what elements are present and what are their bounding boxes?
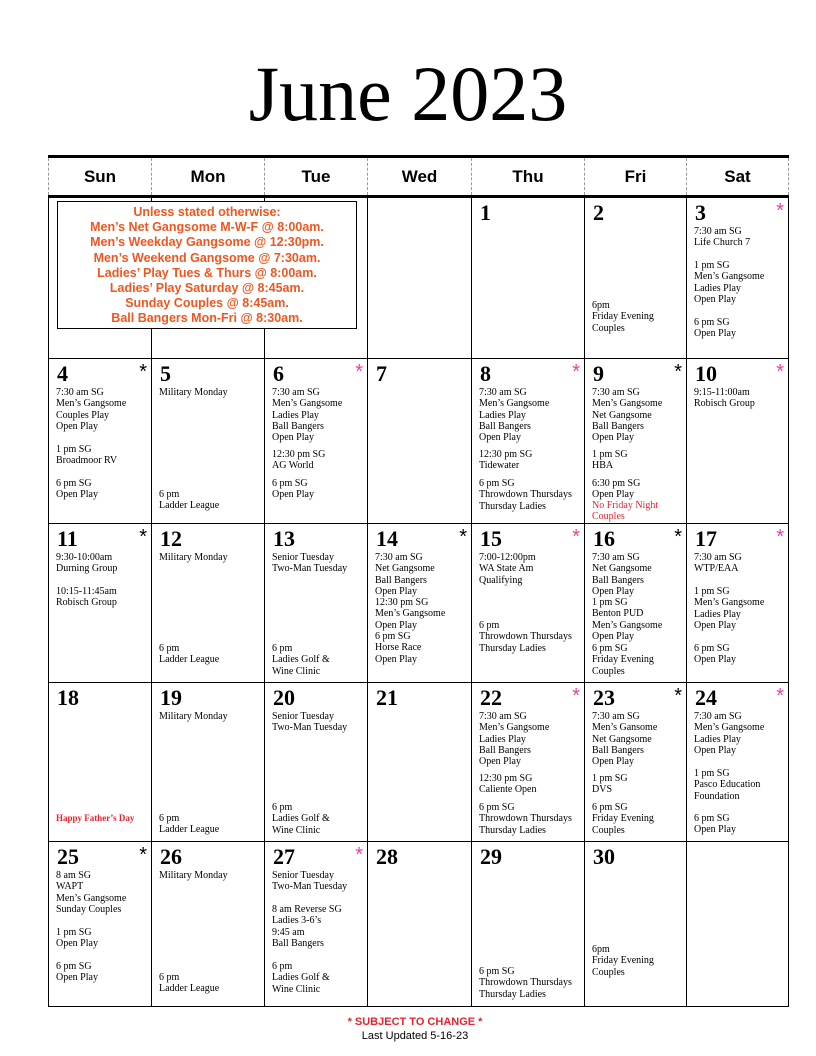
day-cell: [368, 524, 472, 683]
event-text: 7:30 am SG Men’s Gangsome Ladies Play Open Play: [694, 711, 765, 756]
star-marker: *: [572, 526, 580, 548]
day-number: 3: [695, 200, 706, 225]
day-cell: [368, 359, 472, 524]
subject-to-change-notice: * SUBJECT TO CHANGE *: [347, 1016, 483, 1028]
day-number: 15: [480, 526, 502, 551]
day-cell: [265, 683, 368, 842]
day-cell: [152, 842, 265, 1007]
event-text: 6 pm SG Throwdown Thursdays Thursday Ladies: [479, 966, 572, 1000]
day-number: 4: [57, 361, 68, 386]
weekday-fri: Fri: [585, 157, 687, 197]
day-cell: [687, 683, 789, 842]
event-text: 6 pm SG Open Play: [694, 813, 736, 836]
event-text: 6 pm SG Open Play: [694, 317, 736, 340]
star-marker: *: [776, 200, 784, 222]
event-text: 6 pm Ladder League: [159, 489, 220, 512]
event-text: 7:30 am SG Net Gangsome Ball Bangers Open Play: [592, 552, 652, 597]
day-number: 2: [593, 200, 604, 225]
star-marker: *: [459, 526, 467, 548]
day-cell: [687, 197, 789, 359]
event-text: 9:15-11:00am Robisch Group: [694, 387, 755, 410]
week-row: [49, 359, 789, 524]
day-number: 29: [480, 844, 502, 869]
event-text: 6 pm SG Horse Race Open Play: [375, 631, 422, 665]
weekday-header: [49, 157, 789, 197]
day-cell: [472, 842, 585, 1007]
weekday-mon: Mon: [152, 157, 265, 197]
day-cell: [368, 842, 472, 1007]
star-marker: *: [674, 685, 682, 707]
event-text: Military Monday: [159, 870, 228, 881]
day-cell: [368, 197, 472, 359]
weekday-thu: Thu: [472, 157, 585, 197]
week-row: [49, 842, 789, 1007]
day-number: 30: [593, 844, 615, 869]
event-text: 6 pm SG Friday Evening Couples: [592, 802, 654, 836]
event-text: 10:15-11:45am Robisch Group: [56, 586, 117, 609]
event-text: 7:30 am SG WTP/EAA: [694, 552, 742, 575]
star-marker: *: [139, 526, 147, 548]
day-number: 27: [273, 844, 295, 869]
day-number: 5: [160, 361, 171, 386]
event-text: 6 pm SG Open Play: [56, 961, 98, 984]
event-text: 6 pm Ladder League: [159, 813, 220, 836]
event-text: 8 am Reverse SG Ladies 3-6’s 9:45 am Ball Bangers: [272, 904, 342, 949]
event-text: 12:30 pm SG Caliente Open: [479, 773, 537, 796]
day-cell: [585, 683, 687, 842]
event-text: 6 pm SG Open Play: [694, 643, 736, 666]
event-text: 7:30 am SG Men’s Gangsome Net Gangsome Ball Bangers Open Play: [592, 387, 663, 444]
week-row: [49, 524, 789, 683]
event-text: 6 pm Ladies Golf & Wine Clinic: [272, 643, 330, 677]
day-number: 16: [593, 526, 615, 551]
day-number: 24: [695, 685, 717, 710]
day-number: 6: [273, 361, 284, 386]
day-number: 12: [160, 526, 182, 551]
day-cell: [368, 683, 472, 842]
event-text: 6:30 pm SG Open Play: [592, 478, 641, 501]
day-cell: [152, 524, 265, 683]
weekday-sat: Sat: [687, 157, 789, 197]
day-number: 18: [57, 685, 79, 710]
day-number: 8: [480, 361, 491, 386]
event-text: 1 pm SG Pasco Education Foundation: [694, 768, 761, 802]
event-text: 7:30 am SG Men’s Gangsome Ladies Play Ball Bangers Open Play: [272, 387, 343, 444]
weekday-sun: Sun: [49, 157, 152, 197]
event-text: 1 pm SG Broadmoor RV: [56, 444, 118, 467]
event-text: 6 pm SG Open Play: [272, 478, 314, 501]
event-text: Military Monday: [159, 711, 228, 722]
last-updated-text: Last Updated 5-16-23: [361, 1030, 469, 1042]
event-text: 8 am SG WAPT Men’s Gangsome Sunday Couples: [56, 870, 127, 915]
event-text: 6 pm SG Throwdown Thursdays Thursday Ladies: [479, 478, 572, 512]
event-text: 7:30 am SG Men’s Gansome Net Gangsome Ball Bangers Open Play: [592, 711, 658, 768]
star-marker: *: [572, 685, 580, 707]
day-cell: [472, 197, 585, 359]
event-text: 6 pm Throwdown Thursdays Thursday Ladies: [479, 620, 572, 654]
day-cell: [265, 524, 368, 683]
default-schedule-note: Unless stated otherwise: Men’s Net Gangsome M-W-F @ 8:00am. Men’s Weekday Gangsome @ 12:30pm. Men’s Weekend Gangsome @ 7:30am. Ladies’ Play Tues & Thurs @ 8:00am. Ladies’ Play Saturday @ 8:45am. Sunday Couples @ 8:45am. Ball Bangers Mon-Fri @ 8:30am.: [57, 201, 357, 329]
day-number: 25: [57, 844, 79, 869]
event-text: 1 pm SG Men’s Gangsome Ladies Play Open Play: [694, 260, 765, 305]
day-number: 10: [695, 361, 717, 386]
event-text: Senior Tuesday Two-Man Tuesday: [272, 870, 348, 893]
event-text: 1 pm SG Men’s Gangsome Ladies Play Open Play: [694, 586, 765, 631]
day-number: 17: [695, 526, 717, 551]
day-number: 26: [160, 844, 182, 869]
event-text: 6pm Friday Evening Couples: [592, 944, 654, 978]
event-text: Happy Father’s Day: [56, 813, 135, 823]
event-text: 7:00-12:00pm WA State Am Qualifying: [479, 552, 536, 586]
event-text: 12:30 pm SG Tidewater: [479, 449, 533, 472]
event-text: 7:30 am SG Men’s Gangsome Couples Play Open Play: [56, 387, 127, 432]
event-text: Senior Tuesday Two-Man Tuesday: [272, 711, 348, 734]
day-cell: [585, 842, 687, 1007]
day-cell: [687, 842, 789, 1007]
star-marker: *: [139, 361, 147, 383]
day-number: 1: [480, 200, 491, 225]
day-number: 14: [376, 526, 398, 551]
day-cell: [585, 197, 687, 359]
event-text: No Friday Night Couples: [592, 500, 659, 523]
event-text: 7:30 am SG Net Gangsome Ball Bangers Open Play: [375, 552, 435, 597]
day-number: 7: [376, 361, 387, 386]
day-cell: [152, 683, 265, 842]
day-cell: [585, 359, 687, 524]
star-marker: *: [674, 526, 682, 548]
day-cell: [472, 683, 585, 842]
event-text: Military Monday: [159, 552, 228, 563]
day-number: 21: [376, 685, 398, 710]
day-cell: [265, 359, 368, 524]
day-number: 19: [160, 685, 182, 710]
day-number: 11: [57, 526, 78, 551]
day-cell: [265, 842, 368, 1007]
event-text: 7:30 am SG Men’s Gangsome Ladies Play Ball Bangers Open Play: [479, 711, 550, 768]
day-cell: [687, 524, 789, 683]
day-cell: [585, 524, 687, 683]
event-text: 1 pm SG DVS: [592, 773, 628, 796]
weekday-wed: Wed: [368, 157, 472, 197]
event-text: 1 pm SG Open Play: [56, 927, 98, 950]
event-text: 6pm Friday Evening Couples: [592, 300, 654, 334]
event-text: 1 pm SG HBA: [592, 449, 628, 472]
day-cell: [472, 359, 585, 524]
event-text: 6 pm Ladder League: [159, 643, 220, 666]
day-number: 13: [273, 526, 295, 551]
star-marker: *: [776, 361, 784, 383]
event-text: 7:30 am SG Men’s Gangsome Ladies Play Ball Bangers Open Play: [479, 387, 550, 444]
event-text: 6 pm SG Throwdown Thursdays Thursday Ladies: [479, 802, 572, 836]
day-number: 22: [480, 685, 502, 710]
event-text: Senior Tuesday Two-Man Tuesday: [272, 552, 348, 575]
weekday-tue: Tue: [265, 157, 368, 197]
day-number: 9: [593, 361, 604, 386]
day-cell: [49, 524, 152, 683]
star-marker: *: [355, 361, 363, 383]
calendar-title: June 2023: [248, 50, 568, 137]
day-cell: [687, 359, 789, 524]
event-text: 12:30 pm SG AG World: [272, 449, 326, 472]
day-cell: [49, 842, 152, 1007]
event-text: Military Monday: [159, 387, 228, 398]
event-text: 9:30-10:00am Durning Group: [56, 552, 118, 575]
day-cell: [152, 359, 265, 524]
event-text: 1 pm SG Benton PUD Men’s Gangsome Open Play: [592, 597, 663, 642]
star-marker: *: [572, 361, 580, 383]
star-marker: *: [776, 526, 784, 548]
star-marker: *: [776, 685, 784, 707]
star-marker: *: [674, 361, 682, 383]
event-text: 6 pm Ladder League: [159, 972, 220, 995]
event-text: 6 pm SG Open Play: [56, 478, 98, 501]
day-number: 28: [376, 844, 398, 869]
event-text: 6 pm Ladies Golf & Wine Clinic: [272, 961, 330, 995]
event-text: 6 pm SG Friday Evening Couples: [592, 643, 654, 677]
day-number: 20: [273, 685, 295, 710]
event-text: 12:30 pm SG Men’s Gangsome Open Play: [375, 597, 446, 631]
star-marker: *: [355, 844, 363, 866]
star-marker: *: [139, 844, 147, 866]
event-text: 6 pm Ladies Golf & Wine Clinic: [272, 802, 330, 836]
day-cell: [49, 359, 152, 524]
day-number: 23: [593, 685, 615, 710]
week-row: [49, 683, 789, 842]
event-text: 7:30 am SG Life Church 7: [694, 226, 751, 249]
day-cell: [49, 683, 152, 842]
day-cell: [472, 524, 585, 683]
